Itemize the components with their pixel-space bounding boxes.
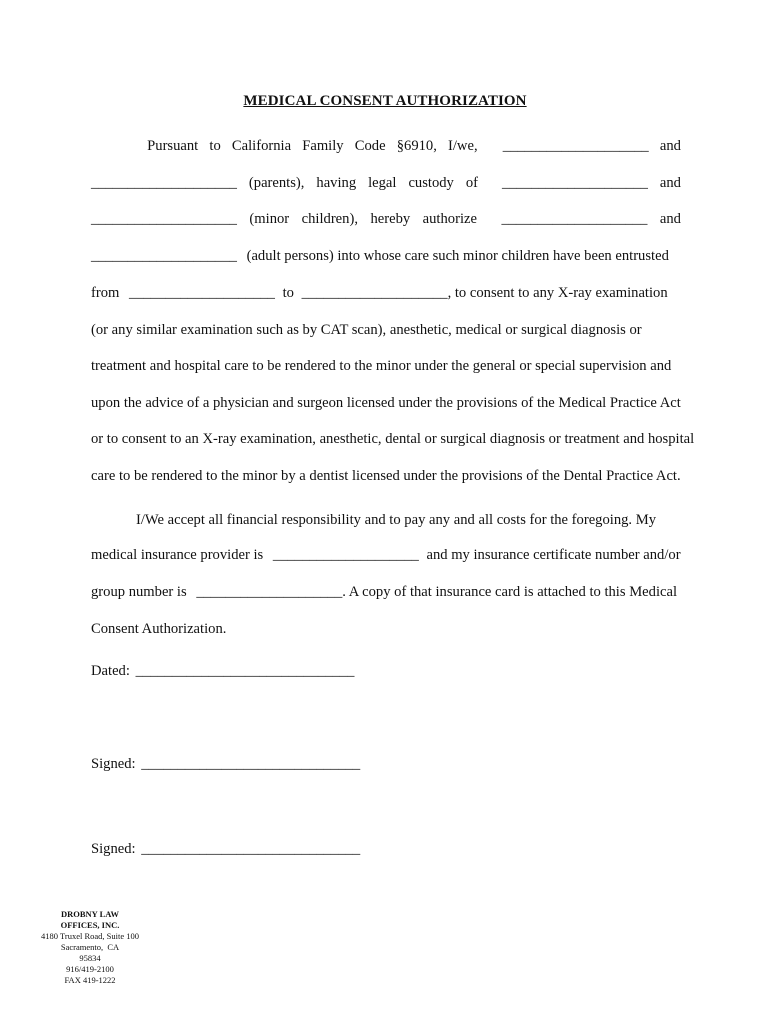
signed-row-2 (91, 840, 681, 858)
paragraph-line-2: ____________________ (parents), having legal custody of ____________________ and (91, 175, 681, 191)
adult-name-blank-2[interactable]: ____________________ (91, 248, 237, 264)
dated-row (91, 662, 681, 680)
paragraph-line-1: Pursuant to California Family Code §6910, I/we, ____________________ and (147, 138, 681, 154)
parent-name-blank-2[interactable]: ____________________ (91, 175, 237, 191)
phone-number: 916/419-2100 (66, 964, 114, 974)
zip-code: 95834 (79, 953, 101, 963)
document-title: MEDICAL CONSENT AUTHORIZATION (243, 93, 527, 109)
signature-blank-1[interactable]: ______________________________ (141, 756, 361, 772)
dated-blank[interactable]: ______________________________ (135, 663, 355, 679)
parent-name-blank-1[interactable]: ____________________ (502, 138, 649, 154)
address-line-2: Sacramento, CA (60, 942, 120, 952)
group-number-blank[interactable]: ____________________ (196, 584, 343, 600)
insurance-provider-blank[interactable]: ____________________ (272, 547, 419, 563)
paragraph-line-7: treatment and hospital care to be rendered to the minor under the general or special supervision and (91, 358, 672, 374)
paragraph-line-4: ____________________ (adult persons) into whose care such minor children have been entrusted (91, 248, 669, 264)
dated-label: Dated: (91, 663, 130, 679)
fax-number: FAX 419-1222 (64, 975, 116, 985)
signature-blank-2[interactable]: ______________________________ (141, 841, 361, 857)
paragraph-line-9: or to consent to an X-ray examination, anesthetic, dental or surgical diagnosis or treatment and hospital (91, 431, 695, 447)
paragraph-line-3: ____________________ (minor children), hereby authorize ____________________ and (91, 211, 681, 227)
law-office-footer (30, 909, 150, 986)
paragraph-line-12: medical insurance provider is ____________________ and my insurance certificate number and/or (91, 547, 681, 563)
minor-name-blank-1[interactable]: ____________________ (501, 175, 648, 191)
address-line-1: 4180 Truxel Road, Suite 100 (41, 931, 139, 941)
paragraph-line-6: (or any similar examination such as by CAT scan), anesthetic, medical or surgical diagnosis or (91, 322, 642, 338)
paragraph-line-14: Consent Authorization. (91, 621, 227, 637)
paragraph-line-8: upon the advice of a physician and surgeon licensed under the provisions of the Medical Practice Act (91, 395, 681, 411)
paragraph-line-10: care to be rendered to the minor by a dentist licensed under the provisions of the Dental Practice Act. (91, 468, 681, 484)
paragraph-line-13: group number is ____________________. A copy of that insurance card is attached to this Medical (91, 584, 678, 600)
firm-name-line-2: OFFICES, INC. (60, 920, 120, 930)
date-to-blank[interactable]: ____________________ (301, 285, 448, 301)
date-from-blank[interactable]: ____________________ (129, 285, 275, 301)
paragraph-line-5: from ____________________ to ____________________, to consent to any X-ray examination (91, 285, 668, 301)
adult-name-blank-1[interactable]: ____________________ (501, 211, 648, 227)
paragraph-line-11: I/We accept all financial responsibility and to pay any and all costs for the foregoing. My (136, 512, 656, 528)
firm-name-line-1: DROBNY LAW (60, 909, 119, 919)
signed-label-1: Signed: (91, 756, 136, 772)
signed-row-1 (91, 755, 681, 773)
minor-name-blank-2[interactable]: ____________________ (91, 211, 237, 227)
signed-label-2: Signed: (91, 841, 136, 857)
